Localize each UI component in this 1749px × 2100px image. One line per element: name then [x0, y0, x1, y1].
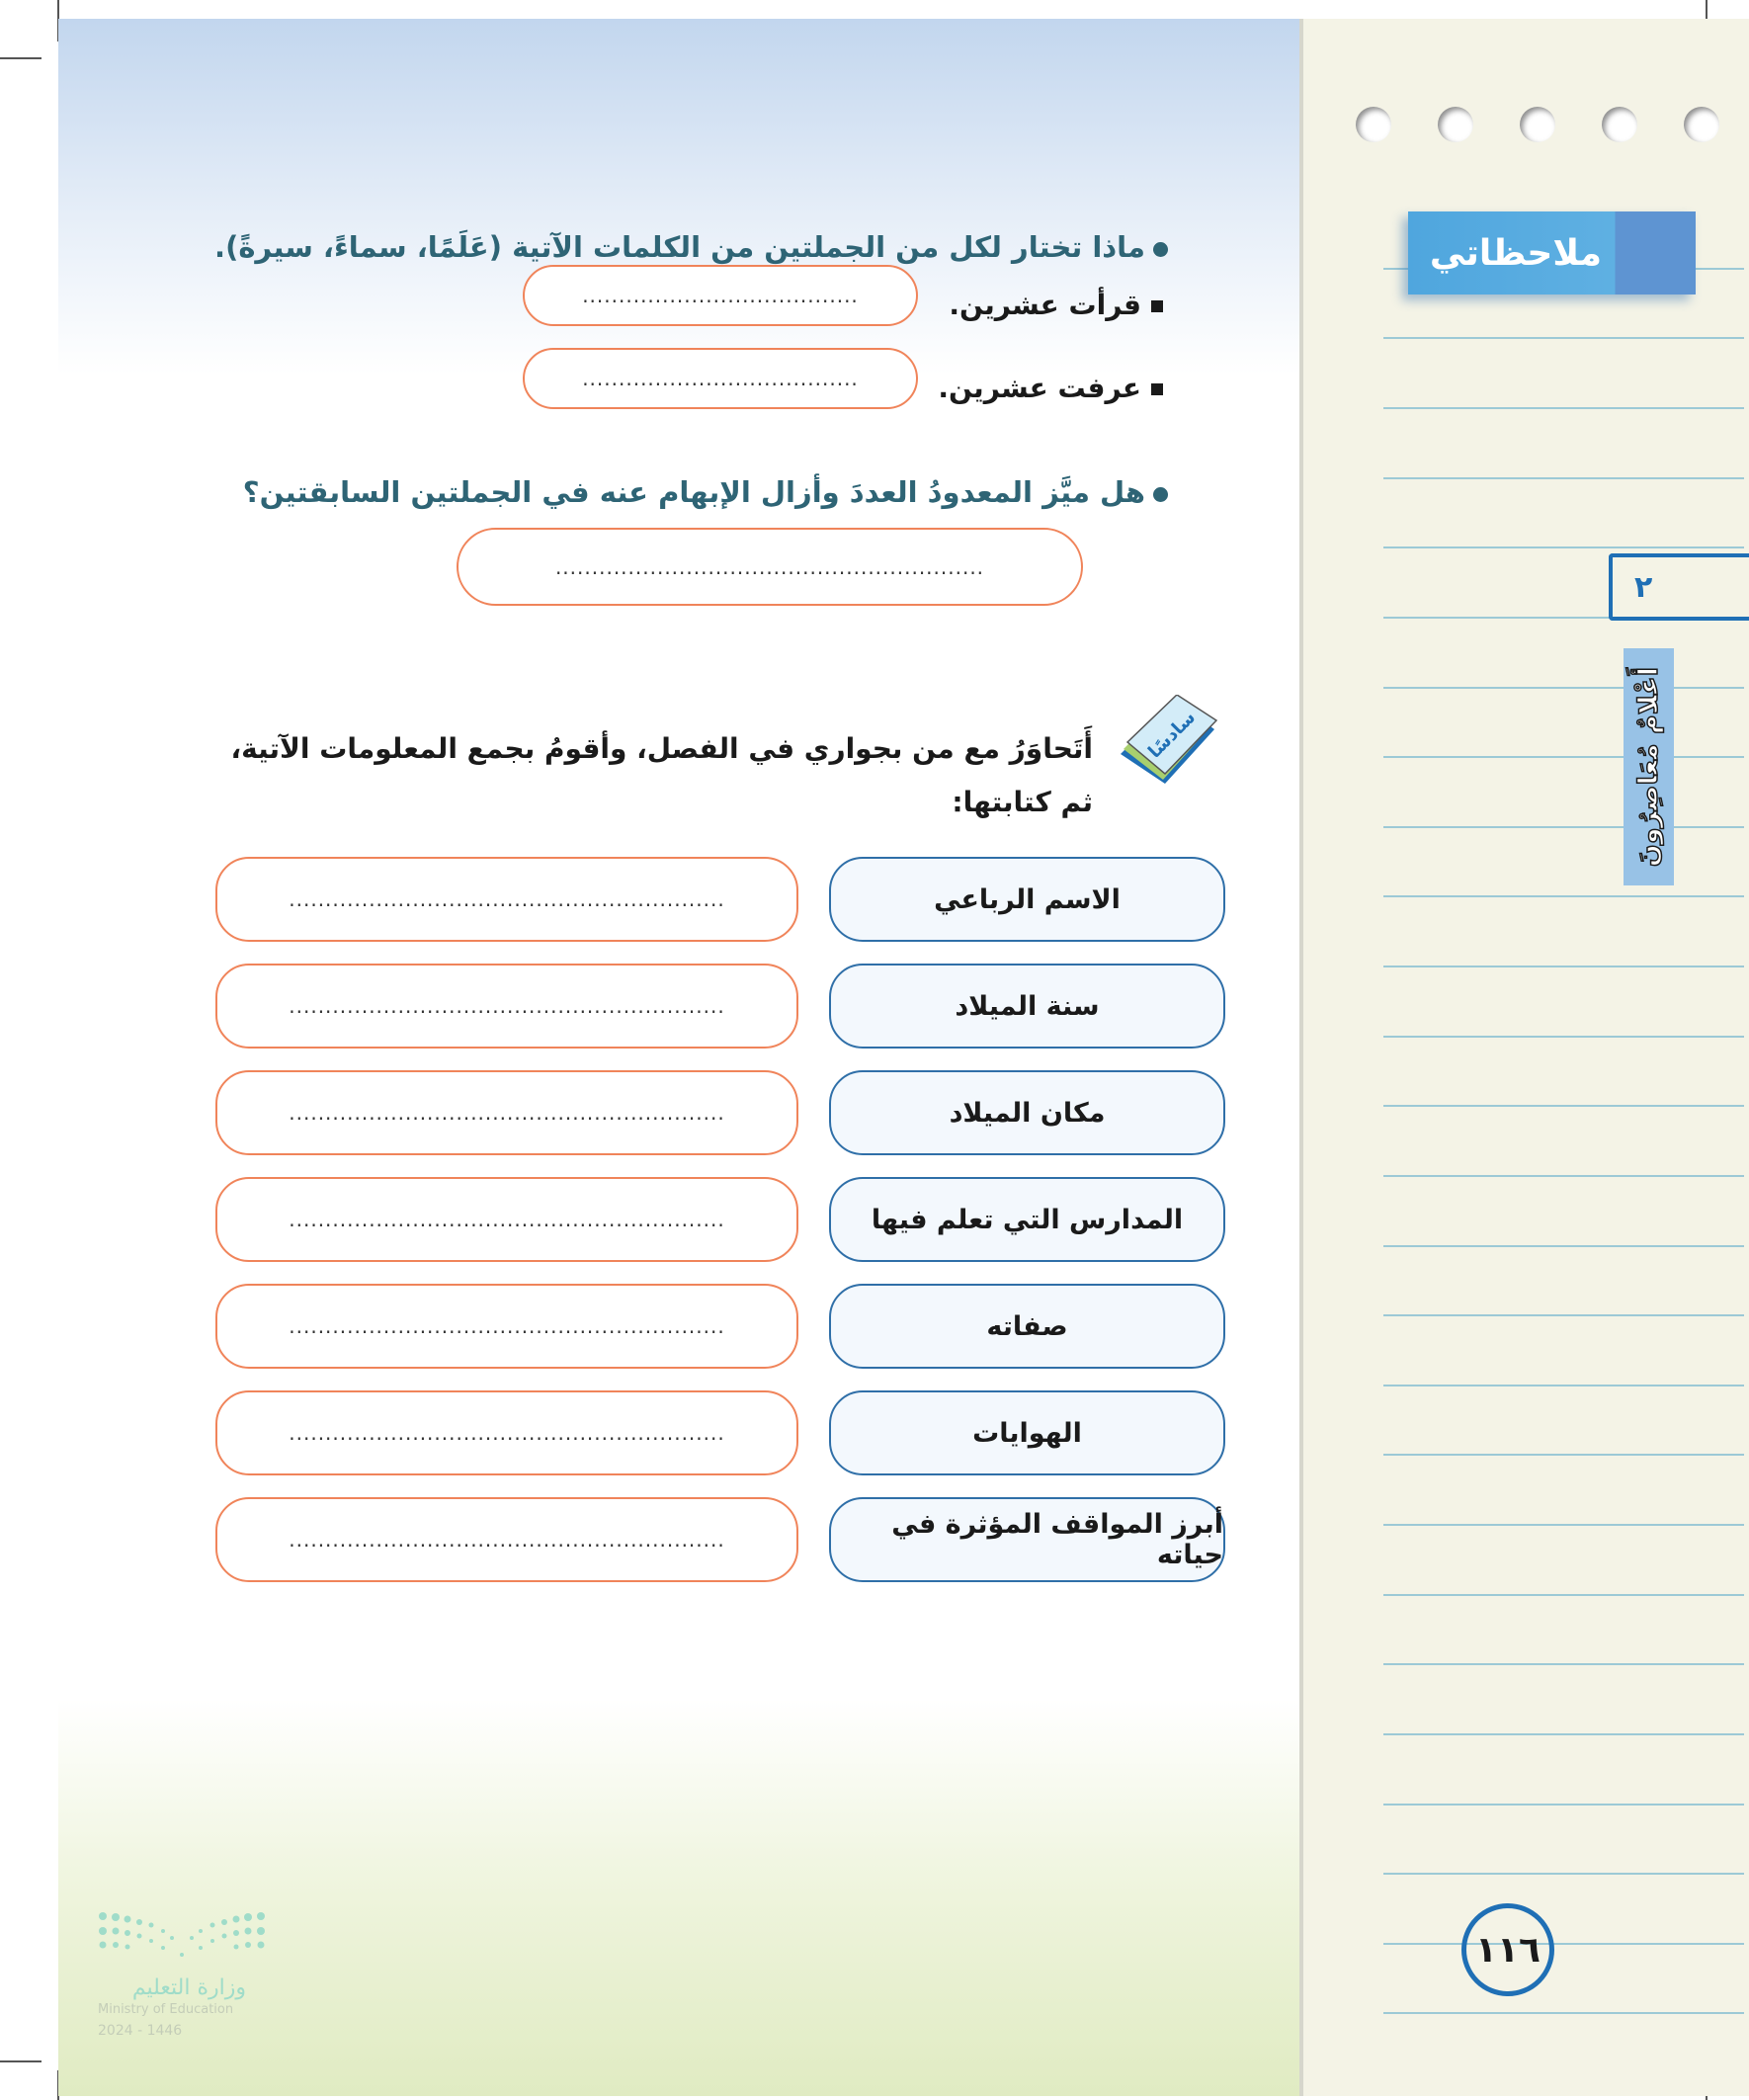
info-answer-full-name[interactable]: ............................................................ [215, 857, 798, 942]
ruled-line [1383, 546, 1744, 548]
ruled-line [1383, 477, 1744, 479]
question-1-text: ماذا تختار لكل من الجملتين من الكلمات الآتية (عَلَمًا، سماءً، سيرةً). [214, 230, 1145, 264]
unit-number: ٢ [1609, 553, 1749, 621]
sentence-1-text: قرأت عشرين. [949, 289, 1141, 321]
question-2 [243, 475, 1168, 509]
info-label-full-name: الاسم الرباعي [829, 857, 1225, 942]
ruled-line [1383, 1175, 1744, 1177]
answer-field-3[interactable]: ........................................................... [457, 528, 1083, 606]
notes-panel [1299, 19, 1749, 2096]
ruled-line [1383, 895, 1744, 897]
textbook-page [58, 19, 1299, 2096]
bullet-icon [1153, 242, 1168, 257]
ruled-line [1383, 1245, 1744, 1247]
info-label-traits: صفاته [829, 1284, 1225, 1369]
info-answer-birth-place[interactable]: ............................................................ [215, 1070, 798, 1155]
square-bullet-icon [1151, 383, 1163, 395]
ruled-line [1383, 826, 1744, 828]
binder-hole [1520, 107, 1555, 142]
crop-mark [0, 57, 42, 59]
question-2-text: هل ميَّز المعدودُ العددَ وأزال الإبهام عنه في الجملتين السابقتين؟ [242, 475, 1145, 509]
square-bullet-icon [1151, 300, 1163, 312]
ministry-name-english: Ministry of Education [98, 2002, 234, 2017]
info-answer-schools[interactable]: ............................................................ [215, 1177, 798, 1262]
section-badge-icon [1116, 695, 1224, 794]
ruled-line [1383, 1385, 1744, 1386]
ruled-line [1383, 756, 1744, 758]
answer-field-1[interactable]: ...................................... [523, 265, 918, 326]
sentence-2 [938, 372, 1163, 404]
unit-title: أَعْلامٌ مُعَاصِرُونَ [1633, 666, 1664, 868]
ruled-line [1383, 1036, 1744, 1038]
answer-field-2[interactable]: ...................................... [523, 348, 918, 409]
ruled-line [1383, 337, 1744, 339]
sentence-1 [949, 289, 1163, 321]
ministry-logo [98, 1911, 335, 2039]
ruled-line [1383, 1524, 1744, 1526]
info-answer-hobbies[interactable]: ............................................................ [215, 1390, 798, 1475]
info-label-key-events: أبرز المواقف المؤثرة في حياته [829, 1497, 1225, 1582]
question-1 [214, 230, 1168, 264]
ruled-line [1383, 1314, 1744, 1316]
info-answer-key-events[interactable]: ............................................................ [215, 1497, 798, 1582]
page-number: ١١٦ [1461, 1903, 1554, 1996]
notes-title: ملاحظاتي [1408, 211, 1696, 294]
ruled-line [1383, 687, 1744, 689]
ruled-line [1383, 1594, 1744, 1596]
ruled-line [1383, 1804, 1744, 1806]
unit-title-ribbon [1624, 648, 1674, 885]
ministry-year: 2024 - 1446 [98, 2023, 183, 2039]
ruled-line [1383, 407, 1744, 409]
ruled-line [1383, 1663, 1744, 1665]
bullet-icon [1153, 487, 1168, 502]
info-label-schools: المدارس التي تعلم فيها [829, 1177, 1225, 1262]
activity-instruction: أَتَحاوَرُ مع من بجواري في الفصل، وأقومُ بجمع المعلومات الآتية، ثم كتابتها: [230, 732, 1093, 818]
info-label-hobbies: الهوايات [829, 1390, 1225, 1475]
info-label-birth-place: مكان الميلاد [829, 1070, 1225, 1155]
info-answer-birth-year[interactable]: ............................................................ [215, 964, 798, 1049]
binder-hole [1438, 107, 1473, 142]
binder-hole [1602, 107, 1637, 142]
ruled-line [1383, 966, 1744, 967]
crop-mark [0, 2060, 42, 2062]
ruled-line [1383, 1105, 1744, 1107]
section-badge-label: سادسًا [1144, 707, 1201, 763]
ruled-line [1383, 1454, 1744, 1456]
sentence-2-text: عرفت عشرين. [938, 372, 1141, 404]
info-answer-traits[interactable]: ............................................................ [215, 1284, 798, 1369]
ministry-name-arabic: وزارة التعليم [131, 1975, 246, 2000]
info-label-birth-year: سنة الميلاد [829, 964, 1225, 1049]
ruled-line [1383, 1873, 1744, 1875]
ruled-line [1383, 1733, 1744, 1735]
ruled-line [1383, 2012, 1744, 2014]
ministry-dots-icon [98, 1911, 266, 1966]
ruled-line [1383, 1943, 1744, 1945]
binder-hole [1684, 107, 1719, 142]
binder-hole [1356, 107, 1391, 142]
